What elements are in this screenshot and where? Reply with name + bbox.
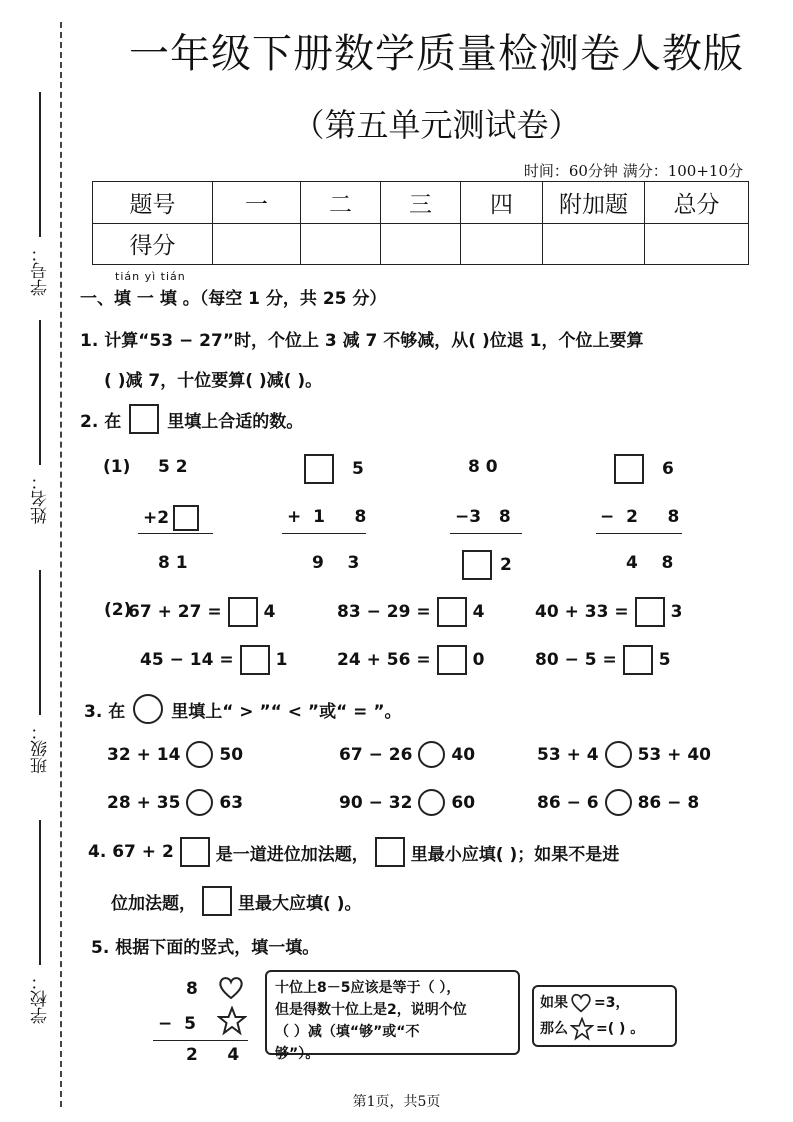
q4-box-icon xyxy=(202,886,232,916)
compare-item xyxy=(537,789,699,816)
eq-left: 24 + 56 = xyxy=(337,650,431,670)
eq-right: 1 xyxy=(275,650,288,670)
class-line xyxy=(39,570,41,715)
eq-right: 0 xyxy=(472,650,485,670)
then-post: =( ) 。 xyxy=(596,1021,645,1037)
school-line xyxy=(39,820,41,965)
q1-line1: 1. 计算“53 − 27”时，个位上 3 减 7 不够减，从( )位退 1，个位上要算 xyxy=(80,331,644,351)
school-label: 学校： xyxy=(30,973,51,1024)
name-line xyxy=(39,320,41,465)
v4-top: 6 xyxy=(662,459,674,479)
compare-circle[interactable] xyxy=(186,789,213,816)
condition-pre: 如果 xyxy=(540,995,568,1011)
eq-answer-box[interactable] xyxy=(228,597,258,627)
q5-op: − 5 xyxy=(158,1014,196,1034)
q2-intro-pre: 2. 在 xyxy=(80,411,122,432)
q3-intro xyxy=(84,694,402,724)
q5-bottom: 2 4 xyxy=(186,1045,240,1065)
student-number-line xyxy=(39,92,41,237)
q4-box-icon xyxy=(375,837,405,867)
eq-left: 83 − 29 = xyxy=(337,602,431,622)
v2-op: + 1 8 xyxy=(287,507,367,527)
eq-right: 3 xyxy=(670,602,683,622)
section-heading: 一、填 一 填 。（每空 1 分，共 25 分） xyxy=(80,289,387,309)
compare-circle[interactable] xyxy=(186,741,213,768)
q2-part2-label: (2) xyxy=(104,600,132,620)
score-table-score-row xyxy=(93,223,749,265)
class-field[interactable] xyxy=(25,570,55,774)
q4-part1: 4. 67 + 2 xyxy=(88,842,174,862)
q5-top-digit: 8 xyxy=(186,979,198,999)
score-table xyxy=(92,181,749,265)
name-label: 姓名： xyxy=(30,473,51,524)
v3-answer-box[interactable] xyxy=(462,550,492,580)
score-header-cell: 附加题 xyxy=(543,182,645,224)
v1-bottom: 8 1 xyxy=(158,553,188,573)
v3-top: 8 0 xyxy=(468,457,498,477)
eq-answer-box[interactable] xyxy=(240,645,270,675)
v1-op: +2 xyxy=(143,508,170,528)
q4-line2 xyxy=(111,886,361,916)
score-cell[interactable] xyxy=(543,223,645,265)
hint-line: 但是得数十位上是2，说明个位 xyxy=(275,1002,467,1018)
compare-item xyxy=(339,789,475,816)
q5-hint-box xyxy=(265,970,520,1062)
eq-row xyxy=(337,645,484,675)
compare-left: 32 + 14 xyxy=(107,744,181,765)
score-header-cell: 总分 xyxy=(645,182,749,224)
v1-top: 5 2 xyxy=(158,457,188,477)
q5-condition-box xyxy=(532,985,677,1047)
q3-intro-pre: 3. 在 xyxy=(84,701,126,722)
v2-rule xyxy=(282,533,366,534)
compare-item xyxy=(339,741,475,768)
score-cell[interactable] xyxy=(381,223,461,265)
compare-item xyxy=(107,741,243,768)
binding-dashed-line xyxy=(60,22,62,1107)
student-number-field[interactable] xyxy=(25,92,55,296)
star-icon xyxy=(217,1006,247,1036)
compare-circle[interactable] xyxy=(418,741,445,768)
answer-box-icon xyxy=(129,404,159,434)
page-footer: 第1页，共5页 xyxy=(352,1094,441,1110)
then-pre: 那么 xyxy=(540,1021,568,1037)
q1-line2: ( )减 7，十位要算( )减( )。 xyxy=(104,371,323,391)
hint-line: 够”）。 xyxy=(275,1046,320,1062)
score-cell[interactable] xyxy=(213,223,301,265)
section-pinyin: tián yì tián xyxy=(115,270,186,283)
v2-answer-box[interactable] xyxy=(304,454,334,484)
compare-item xyxy=(537,741,711,768)
v4-answer-box[interactable] xyxy=(614,454,644,484)
eq-row xyxy=(140,645,287,675)
then-row xyxy=(540,1016,669,1042)
v3-op: −3 8 xyxy=(455,507,511,527)
eq-answer-box[interactable] xyxy=(437,645,467,675)
compare-left: 90 − 32 xyxy=(339,792,413,813)
compare-left: 86 − 6 xyxy=(537,792,599,813)
eq-left: 67 + 27 = xyxy=(128,602,222,622)
compare-item xyxy=(107,789,243,816)
eq-row xyxy=(337,597,484,627)
q2-part1-label: (1) xyxy=(103,457,131,477)
eq-answer-box[interactable] xyxy=(635,597,665,627)
compare-circle[interactable] xyxy=(605,741,632,768)
score-row-label: 得分 xyxy=(93,223,213,265)
eq-right: 4 xyxy=(472,602,485,622)
compare-circle[interactable] xyxy=(418,789,445,816)
hint-line: （ ）减（填“够”或“不 xyxy=(275,1024,420,1040)
eq-right: 5 xyxy=(658,650,671,670)
q5-rule xyxy=(153,1040,248,1041)
q2-intro-post: 里填上合适的数。 xyxy=(167,411,304,432)
score-table-header-row xyxy=(93,182,749,224)
v3-bottom: 2 xyxy=(500,555,512,575)
compare-right: 63 xyxy=(219,792,244,813)
score-header-cell: 二 xyxy=(301,182,381,224)
score-header-cell: 一 xyxy=(213,182,301,224)
v1-answer-box[interactable] xyxy=(173,505,199,531)
v3-rule xyxy=(450,533,522,534)
q2-intro xyxy=(80,404,303,434)
compare-right: 50 xyxy=(219,744,244,765)
score-header-cell: 三 xyxy=(381,182,461,224)
q4-part5: 里最大应填( )。 xyxy=(238,893,362,914)
v3-bottom-row xyxy=(462,550,512,580)
score-cell[interactable] xyxy=(645,223,749,265)
heart-icon xyxy=(218,976,244,1000)
school-field[interactable] xyxy=(25,820,55,1024)
eq-row xyxy=(535,597,682,627)
hint-line: 十位上8－5应该是等于（ ）， xyxy=(275,980,461,996)
compare-circle[interactable] xyxy=(605,789,632,816)
v2-top-row xyxy=(304,454,364,484)
name-field[interactable] xyxy=(25,320,55,524)
circle-icon xyxy=(133,694,163,724)
compare-right: 53 + 40 xyxy=(637,744,711,765)
compare-left: 28 + 35 xyxy=(107,792,181,813)
v1-operand xyxy=(143,505,199,531)
eq-answer-box[interactable] xyxy=(623,645,653,675)
score-header-cell: 四 xyxy=(461,182,543,224)
q5-heading: 5. 根据下面的竖式，填一填。 xyxy=(91,938,320,958)
compare-right: 40 xyxy=(451,744,476,765)
v4-bottom: 4 8 xyxy=(626,553,674,573)
time-info: 时间：60分钟 满分：100+10分 xyxy=(523,162,743,180)
eq-answer-box[interactable] xyxy=(437,597,467,627)
condition-post: =3， xyxy=(594,995,630,1011)
page-title: 一年级下册数学质量检测卷人教版 xyxy=(129,31,744,77)
class-label: 班级： xyxy=(30,723,51,774)
v2-bottom: 9 3 xyxy=(312,553,360,573)
v4-top-row xyxy=(614,454,674,484)
page-subtitle: （第五单元测试卷） xyxy=(292,106,581,144)
score-cell[interactable] xyxy=(461,223,543,265)
eq-left: 40 + 33 = xyxy=(535,602,629,622)
eq-row xyxy=(128,597,275,627)
compare-right: 60 xyxy=(451,792,476,813)
student-number-label: 学号： xyxy=(30,245,51,296)
q4-part4: 位加法题， xyxy=(111,893,196,914)
eq-right: 4 xyxy=(263,602,276,622)
v1-rule xyxy=(138,533,213,534)
v4-op: − 2 8 xyxy=(600,507,680,527)
q4-part2: 是一道进位加法题， xyxy=(215,844,369,865)
score-header-cell: 题号 xyxy=(93,182,213,224)
q4-line1 xyxy=(88,837,619,867)
q4-part3: 里最小应填( )；如果不是进 xyxy=(410,844,620,865)
star-icon xyxy=(570,1017,594,1041)
q4-answer-box[interactable] xyxy=(180,837,210,867)
condition-row xyxy=(540,990,669,1016)
eq-left: 80 − 5 = xyxy=(535,650,617,670)
score-cell[interactable] xyxy=(301,223,381,265)
compare-right: 86 − 8 xyxy=(637,792,700,813)
v4-rule xyxy=(596,533,682,534)
q3-intro-post: 里填上“ > ”“ < ”或“ = ”。 xyxy=(171,701,402,722)
compare-left: 53 + 4 xyxy=(537,744,599,765)
v2-top: 5 xyxy=(352,459,364,479)
eq-row xyxy=(535,645,671,675)
heart-icon xyxy=(570,993,592,1013)
eq-left: 45 − 14 = xyxy=(140,650,234,670)
compare-left: 67 − 26 xyxy=(339,744,413,765)
